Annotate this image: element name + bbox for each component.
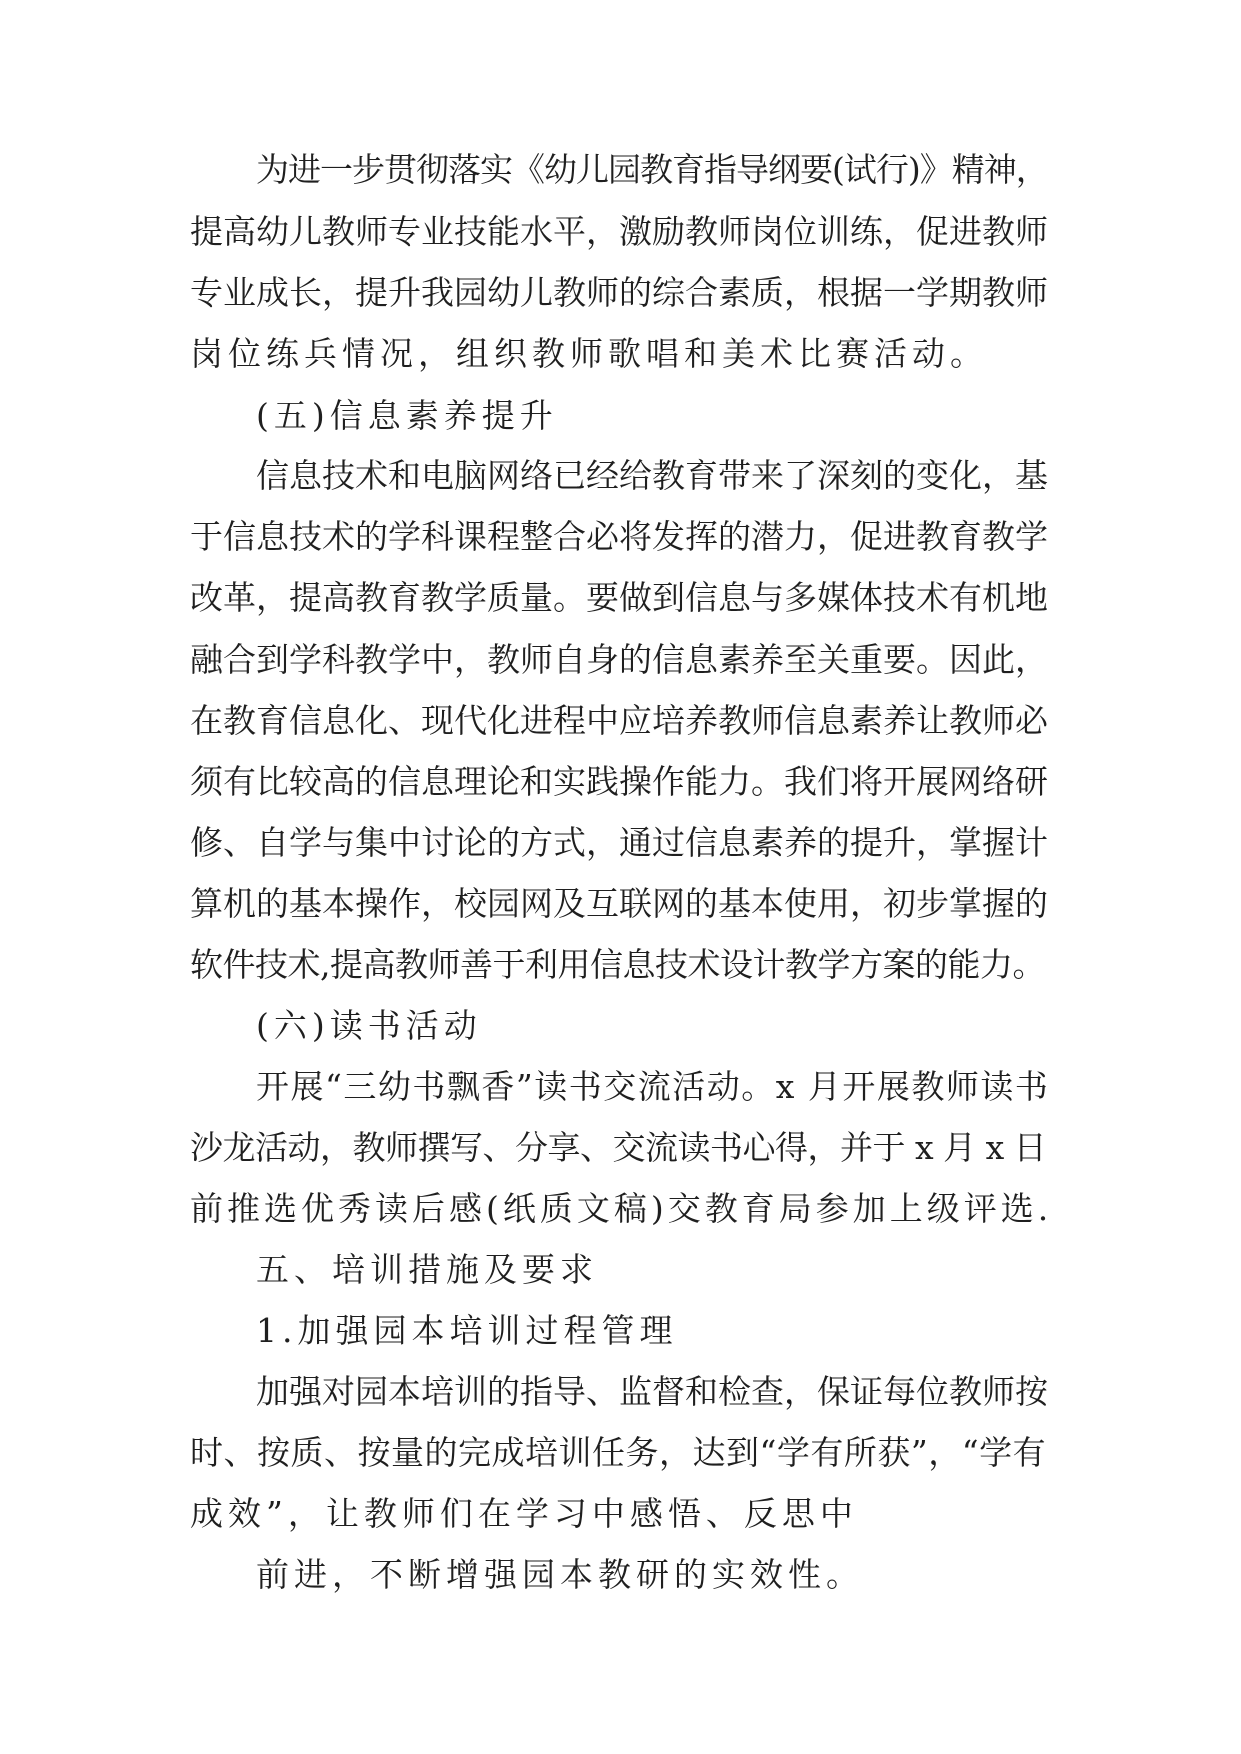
paragraph-line: 专业成长，提升我园幼儿教师的综合素质，根据一学期教师 xyxy=(190,273,1048,312)
paragraph-line: 改革，提高教育教学质量。要做到信息与多媒体技术有机地 xyxy=(190,578,1048,617)
paragraph-line: 开展“三幼书飘香”读书交流活动。x 月开展教师读书 xyxy=(256,1067,1050,1106)
section-heading: (五)信息素养提升 xyxy=(256,396,558,435)
paragraph-line: 沙龙活动，教师撰写、分享、交流读书心得，并于 x 月 x 日 xyxy=(190,1128,1047,1167)
paragraph-line: 岗位练兵情况，组织教师歌唱和美术比赛活动。 xyxy=(190,334,988,373)
paragraph-line: 成效”，让教师们在学习中感悟、反思中 xyxy=(190,1494,858,1533)
subsection-heading: 1.加强园本培训过程管理 xyxy=(256,1311,678,1350)
paragraph-line: 为进一步贯彻落实《幼儿园教育指导纲要(试行)》精神， xyxy=(256,150,1048,189)
paragraph-line: 加强对园本培训的指导、监督和检查，保证每位教师按 xyxy=(256,1372,1048,1411)
paragraph-line: 融合到学科教学中，教师自身的信息素养至关重要。因此， xyxy=(190,640,1048,679)
paragraph-line: 须有比较高的信息理论和实践操作能力。我们将开展网络研 xyxy=(190,762,1048,801)
paragraph-line: 修、自学与集中讨论的方式，通过信息素养的提升，掌握计 xyxy=(190,823,1048,862)
paragraph-line: 在教育信息化、现代化进程中应培养教师信息素养让教师必 xyxy=(190,701,1048,740)
paragraph-line: 信息技术和电脑网络已经给教育带来了深刻的变化，基 xyxy=(256,456,1048,495)
paragraph-line: 提高幼儿教师专业技能水平，激励教师岗位训练，促进教师 xyxy=(190,212,1048,251)
section-heading: (六)读书活动 xyxy=(256,1006,482,1045)
paragraph-line: 算机的基本操作，校园网及互联网的基本使用，初步掌握的 xyxy=(190,884,1048,923)
paragraph-line: 软件技术,提高教师善于利用信息技术设计教学方案的能力。 xyxy=(190,945,1045,984)
paragraph-line: 于信息技术的学科课程整合必将发挥的潜力，促进教育教学 xyxy=(190,517,1048,556)
paragraph-line: 前推选优秀读后感(纸质文稿)交教育局参加上级评选. xyxy=(190,1189,1053,1228)
paragraph-line: 前进，不断增强园本教研的实效性。 xyxy=(256,1555,864,1594)
section-heading: 五、培训措施及要求 xyxy=(256,1250,598,1289)
paragraph-line: 时、按质、按量的完成培训任务，达到“学有所获”，“学有 xyxy=(190,1433,1047,1472)
